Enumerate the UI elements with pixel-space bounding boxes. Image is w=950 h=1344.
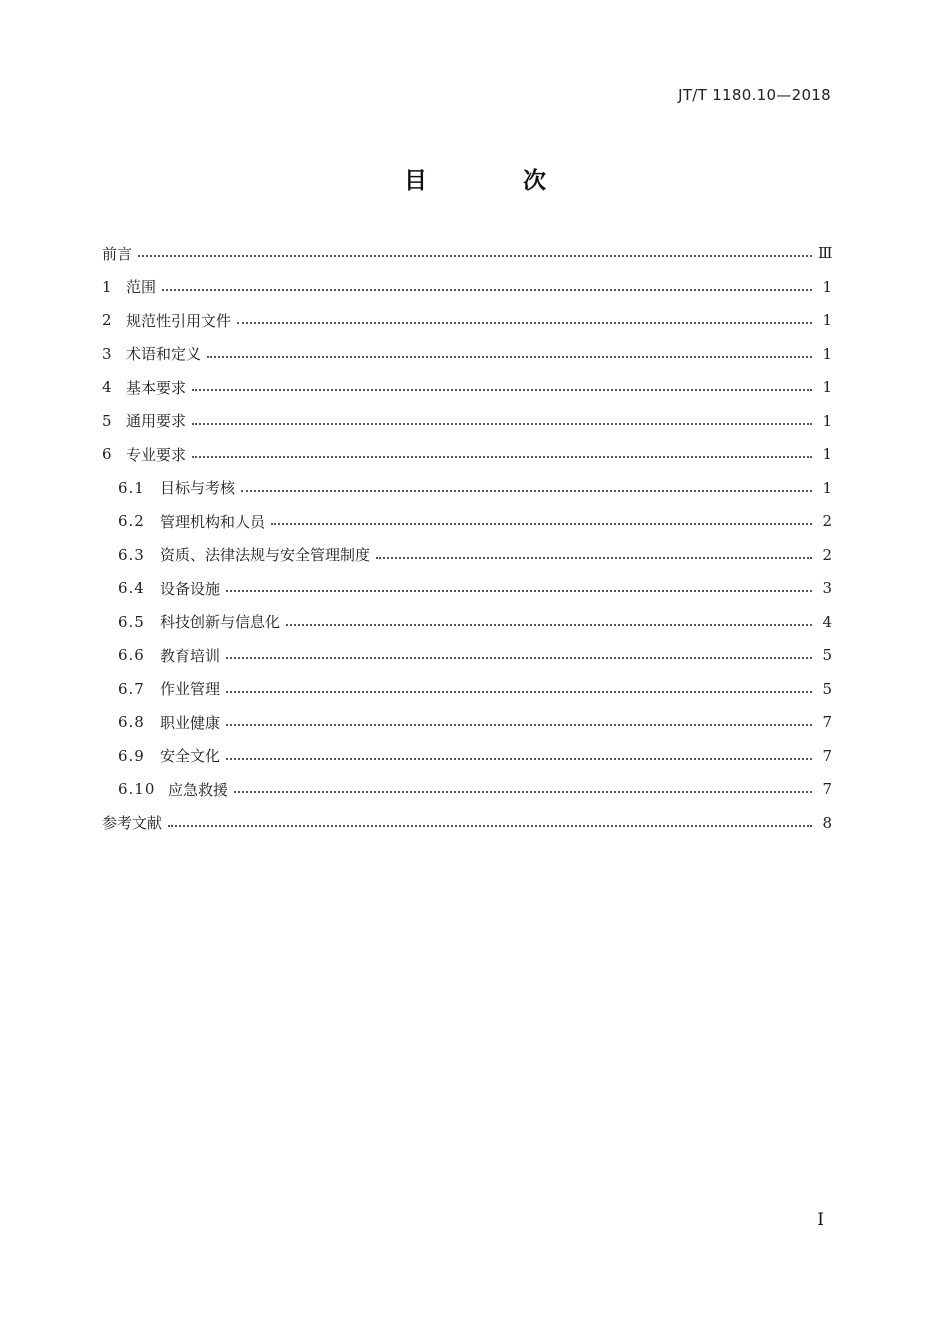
- toc-leader: [376, 555, 812, 559]
- toc-leader: [138, 253, 812, 257]
- toc-label: 术语和定义: [126, 345, 202, 363]
- toc-entry-6[interactable]: [0, 437, 832, 471]
- toc-leader: [207, 354, 812, 358]
- toc-leader: [226, 722, 812, 726]
- toc-leader: [162, 287, 812, 291]
- toc-label: 职业健康: [160, 713, 221, 732]
- toc-entry-6-9[interactable]: [0, 739, 832, 773]
- toc-page: 7: [822, 780, 832, 798]
- toc-number: 4: [102, 378, 112, 396]
- toc-number: 3: [102, 344, 112, 363]
- toc-leader: [192, 421, 812, 425]
- toc-page: 7: [822, 713, 832, 731]
- toc-entry-6-10[interactable]: [0, 772, 832, 806]
- page-number: I: [817, 1210, 824, 1230]
- toc-page: 2: [822, 545, 832, 564]
- toc-page: 4: [822, 612, 832, 631]
- toc-page: 7: [822, 746, 832, 765]
- toc-leader: [168, 823, 812, 827]
- toc-leader: [192, 454, 812, 458]
- toc-leader: [234, 789, 812, 793]
- toc-leader: [241, 488, 812, 492]
- toc-number: 6.4: [118, 579, 145, 597]
- toc-label: 通用要求: [126, 412, 187, 430]
- toc-leader: [226, 756, 812, 760]
- toc-leader: [237, 320, 812, 324]
- toc-page: 1: [822, 445, 832, 463]
- toc-number: 1: [102, 277, 112, 296]
- toc-leader: [226, 588, 812, 592]
- toc-number: 2: [102, 311, 112, 329]
- toc-number: 6.1: [118, 478, 145, 497]
- toc-number: 6.3: [118, 545, 145, 564]
- toc-page: 8: [822, 813, 832, 832]
- toc-page: 5: [822, 679, 832, 698]
- toc-number: 6: [102, 445, 112, 463]
- toc-leader: [271, 521, 812, 525]
- standard-code: JT/T 1180.10—2018: [678, 86, 831, 104]
- toc-page: 1: [822, 378, 832, 396]
- toc-page: 1: [822, 478, 832, 497]
- toc-entry-5[interactable]: [0, 404, 832, 438]
- toc-number: 6.2: [118, 512, 145, 530]
- toc-number: 6.5: [118, 612, 145, 631]
- page-title: 目 次: [403, 168, 590, 194]
- toc-entry-3[interactable]: [0, 337, 832, 371]
- toc-label: 资质、法律法规与安全管理制度: [160, 546, 371, 564]
- toc-label: 目标与考核: [160, 479, 236, 497]
- toc-label: 设备设施: [160, 579, 221, 598]
- toc-entry-6-4[interactable]: [0, 571, 832, 605]
- toc-label: 科技创新与信息化: [160, 613, 281, 631]
- toc-leader: [226, 689, 812, 693]
- toc-page: 1: [822, 277, 832, 296]
- toc-number: 6.6: [118, 646, 145, 664]
- toc-entry-1[interactable]: [0, 270, 832, 304]
- toc-label: 规范性引用文件: [126, 311, 232, 330]
- toc-label: 教育培训: [160, 646, 221, 665]
- toc-entry-6-6[interactable]: [0, 638, 832, 672]
- toc-entry-6-1[interactable]: [0, 471, 832, 505]
- toc-label: 应急救援: [168, 780, 229, 799]
- toc-label: 范围: [126, 278, 157, 296]
- toc-entry-6-8[interactable]: [0, 705, 832, 739]
- toc-page: 1: [822, 311, 832, 329]
- toc-page: 2: [822, 512, 832, 530]
- toc-label: 前言: [102, 244, 133, 263]
- toc-leader: [192, 387, 812, 391]
- toc-leader: [286, 622, 812, 626]
- toc-entry-preface[interactable]: [0, 236, 832, 270]
- toc-page: 3: [822, 579, 832, 597]
- toc-page: 1: [822, 411, 832, 430]
- toc-entry-6-3[interactable]: [0, 538, 832, 572]
- toc-entry-2[interactable]: [0, 303, 832, 337]
- toc-label: 作业管理: [160, 680, 221, 698]
- toc-number: 6.8: [118, 713, 145, 731]
- toc-entry-6-5[interactable]: [0, 605, 832, 639]
- toc-number: 6.9: [118, 746, 145, 765]
- toc-page: Ⅲ: [818, 244, 833, 262]
- toc-entry-4[interactable]: [0, 370, 832, 404]
- toc-label: 安全文化: [160, 747, 221, 765]
- toc-page: 1: [822, 344, 832, 363]
- toc-number: 6.7: [118, 679, 145, 698]
- toc-label: 专业要求: [126, 445, 187, 464]
- toc-number: 6.10: [118, 780, 156, 798]
- toc-label: 参考文献: [102, 814, 163, 832]
- toc-label: 基本要求: [126, 378, 187, 397]
- toc-entry-6-2[interactable]: [0, 504, 832, 538]
- toc-page: 5: [822, 646, 832, 664]
- toc-entry-references[interactable]: [0, 806, 832, 840]
- toc-leader: [226, 655, 812, 659]
- toc-number: 5: [102, 411, 112, 430]
- toc-entry-6-7[interactable]: [0, 672, 832, 706]
- toc-label: 管理机构和人员: [160, 512, 266, 531]
